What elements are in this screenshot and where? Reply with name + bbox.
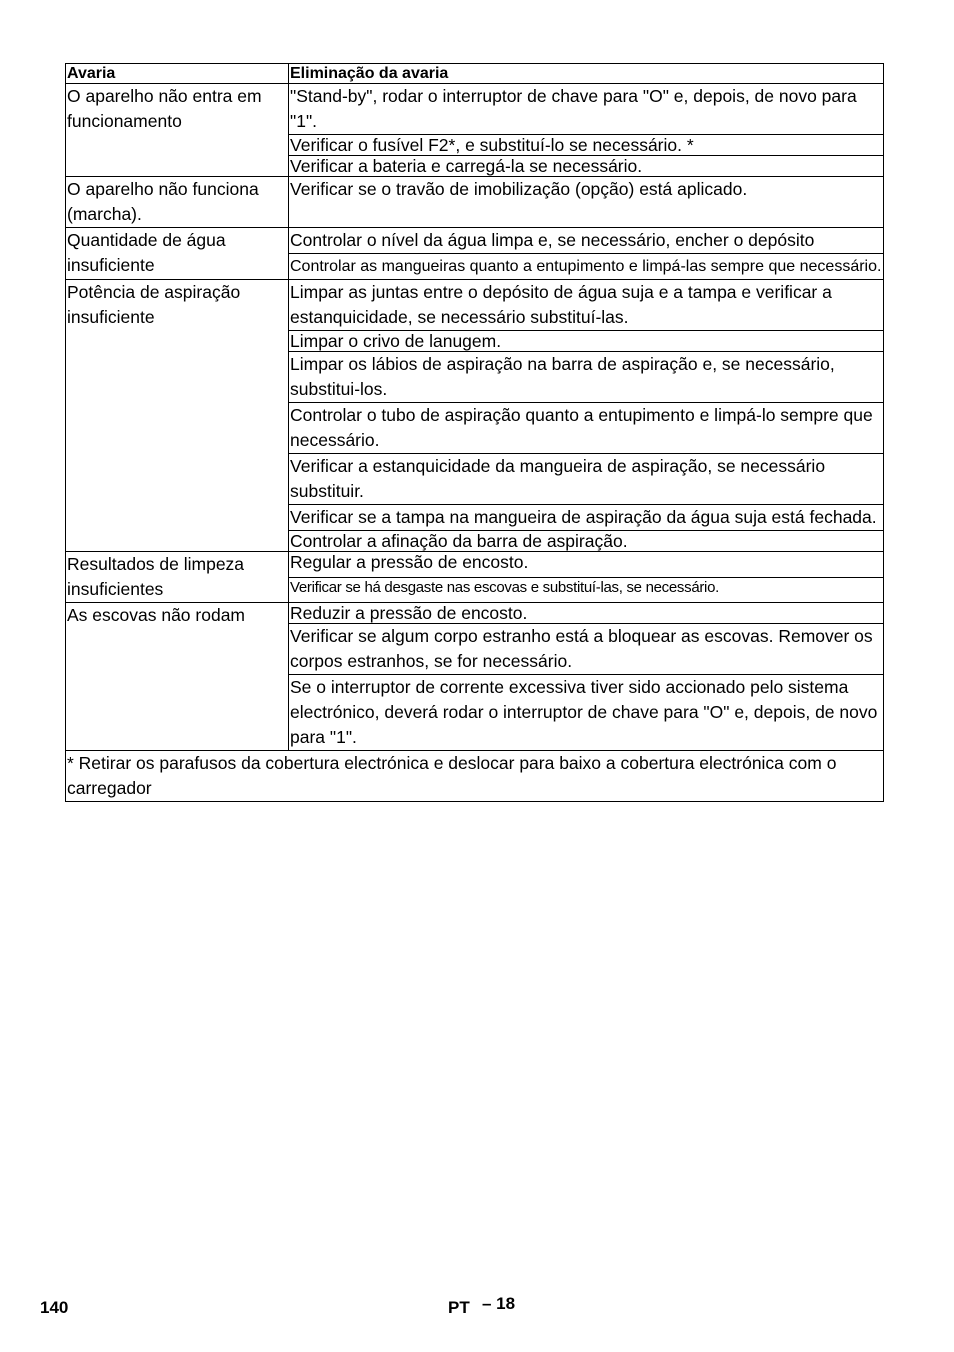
remedy-cell: Verificar o fusível F2*, e substituí-lo se necessário. * — [289, 135, 884, 156]
table-row — [66, 603, 884, 624]
fault-cell: O aparelho não funciona (marcha). — [66, 177, 289, 228]
fault-cell: As escovas não rodam — [66, 603, 289, 751]
remedy-cell: Controlar o nível da água limpa e, se necessário, encher o depósito — [289, 228, 884, 254]
remedy-cell: Reduzir a pressão de encosto. — [289, 603, 884, 624]
remedy-cell: Controlar as mangueiras quanto a entupimento e limpá-las sempre que necessário. — [289, 254, 884, 280]
remedy-cell: Se o interruptor de corrente excessiva tiver sido accionado pelo sistema electrónico, deverá rodar o interruptor de chave para "O" e, depois, de novo para "1". — [289, 675, 884, 751]
remedy-cell: Limpar as juntas entre o depósito de água suja e a tampa e verificar a estanquicidade, se necessário substituí-las. — [289, 280, 884, 331]
section-number: – 18 — [482, 1294, 516, 1313]
table-row — [66, 177, 884, 228]
remedy-cell: Controlar a afinação da barra de aspiração. — [289, 531, 884, 552]
remedy-cell: Limpar os lábios de aspiração na barra de aspiração e, se necessário, substitui-los. — [289, 352, 884, 403]
table-row — [66, 552, 884, 578]
header-remedy: Eliminação da avaria — [289, 64, 884, 84]
fault-cell: O aparelho não entra em funcionamento — [66, 84, 289, 177]
language-code: PT — [448, 1298, 470, 1317]
remedy-cell: Verificar se a tampa na mangueira de aspiração da água suja está fechada. — [289, 505, 884, 531]
table-row — [66, 228, 884, 254]
remedy-cell: Verificar a bateria e carregá-la se necessário. — [289, 156, 884, 177]
remedy-cell: "Stand-by", rodar o interruptor de chave para "O" e, depois, de novo para "1". — [289, 84, 884, 135]
fault-cell: Quantidade de água insuficiente — [66, 228, 289, 280]
remedy-cell: Controlar o tubo de aspiração quanto a entupimento e limpá-lo sempre que necessário. — [289, 403, 884, 454]
remedy-cell: Limpar o crivo de lanugem. — [289, 331, 884, 352]
fault-cell: Potência de aspiração insuficiente — [66, 280, 289, 552]
table-row — [66, 280, 884, 331]
remedy-cell: Verificar se há desgaste nas escovas e substituí-las, se necessário. — [289, 578, 884, 603]
remedy-cell: Verificar se algum corpo estranho está a bloquear as escovas. Remover os corpos estranhos, se for necessário. — [289, 624, 884, 675]
page-number: 140 — [40, 1298, 69, 1317]
fault-cell: Resultados de limpeza insuficientes — [66, 552, 289, 603]
table-header-row — [66, 64, 884, 84]
remedy-cell: Verificar a estanquicidade da mangueira de aspiração, se necessário substituir. — [289, 454, 884, 505]
remedy-cell: Regular a pressão de encosto. — [289, 552, 884, 578]
troubleshooting-table — [65, 63, 884, 802]
header-fault: Avaria — [66, 64, 289, 84]
footnote: * Retirar os parafusos da cobertura electrónica e deslocar para baixo a cobertura electrónica com o carregador — [66, 751, 884, 802]
table-row — [66, 84, 884, 135]
footnote-row — [66, 751, 884, 802]
remedy-cell: Verificar se o travão de imobilização (opção) está aplicado. — [289, 177, 884, 228]
